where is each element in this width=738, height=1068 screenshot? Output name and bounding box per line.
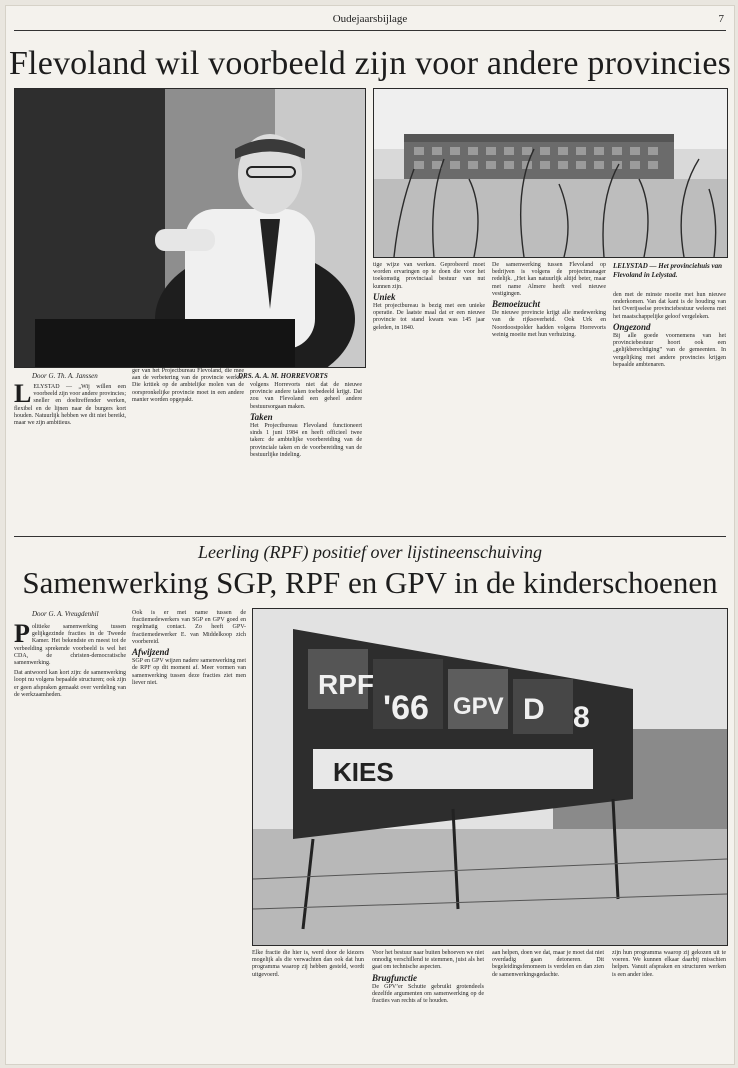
photo2-caption: LELYSTAD — Het provinciehuis van Flevoland in Lelystad.: [613, 262, 723, 279]
photo1-caption: DRS. A. A. M. HORREVORTS: [238, 372, 328, 380]
billboard-text-66: '66: [383, 689, 429, 727]
newspaper-page: [6, 6, 734, 1064]
photo-provinciehuis: [373, 88, 728, 258]
dropcap: L: [14, 379, 32, 408]
article1-col4b-text: Het projectbureau is bezig met een unieke operatie. De laatste maal dat er een nieuwe provincie tot stand kwam was 145 jaar geleden, in 1840.: [373, 303, 485, 331]
subhead-afwijzend: Afwijzend: [132, 647, 170, 658]
article2-col6-text: zijn hun programma waarop zij gekozen uit te voeren. We kunnen elkaar daarbij misschien helpen. Vanuit afspraken en structuren werken is een ander idee.: [612, 950, 726, 978]
article2-col3-text: Elke fractie die hier is, werd door de kiezers mogelijk als die verwachten dan ook dat hun programma waarop zij hebben gesteld, wordt uitgevoerd.: [252, 950, 364, 978]
article-divider: [14, 536, 726, 537]
article2-column-2: [132, 610, 246, 1054]
article1-col3b-text: Het Projectbureau Flevoland functioneert sinds 1 juni 1984 en heeft officieel twee taken: de ambtelijke voorbereiding van de provinciale taken en de voorbereiding van de bestuurlijke indeling.: [250, 423, 362, 458]
header-rule: [14, 30, 726, 31]
subhead-taken: Taken: [250, 411, 273, 422]
article2-column-5: [492, 950, 604, 1054]
billboard-text-rpf: RPF: [318, 669, 374, 700]
article1-column-5: [492, 262, 606, 528]
subhead-ongezond: Ongezond: [613, 321, 651, 332]
article2-col4b-text: De GPV’er Schutte gebruikt grotendeels dezelfde argumenten om samenwerking op de fracties van rechts af te houden.: [372, 983, 484, 1005]
article2-col1b-text: Dat antwoord kan kort zijn: de samenwerking loopt nu volgens bepaalde structuren; ook zijn er geen afspraken gemaakt over verdeling van de werkzaamheden.: [14, 670, 126, 698]
photo-election-billboards: [252, 608, 728, 946]
article2-col4-text: Voor het bestuur naar buiten behoeven we niet onnodig verschillend te stemmen, juist als het gaat om technische aspecten.: [372, 950, 484, 971]
billboard-text-8: 8: [573, 701, 590, 734]
article2-byline: Door G. A. Vreugdenhil: [32, 610, 99, 618]
article2-col2-text: Ook is er met name tussen de fractiemedewerkers van SGP en GPV goed en regelmatig contact. Zo heeft GPV-fractiemedewerker E. van Middelkoop zich voorbereid.: [132, 610, 246, 645]
article1-col4-text: tige wijze van werken. Geprobeerd moet worden ervaringen op te doen die voor het toekomstig provinciaal bestuur van nut kunnen zijn.: [373, 262, 485, 290]
dropcap-2: P: [14, 619, 30, 648]
page-number: 7: [718, 13, 724, 25]
billboard-illustration: [253, 609, 727, 945]
article1-col3-text: volgens Horrevorts niet dat de nieuwe provincie andere taken toebedeeld krijgt. Dat zou van Flevoland een geheel andere bestuursorgaan maken.: [250, 382, 362, 410]
article2-col5-text: aan helpen, doen we dat, maar je moet dat niet overdadig gaan detoneren. Dit begeleidingsfenomeen is verdelen en dan zien de samenwerkingsgedachte.: [492, 950, 604, 978]
portrait-illustration: [15, 89, 365, 367]
article1-headline: Flevoland wil voorbeeld zijn voor andere provincies: [8, 45, 732, 82]
article1-col5b-text: De nieuwe provincie krijgt alle medewerking van de rijksoverheid. Ook Urk en Noordoostpolder hadden volgens Horrevorts weinig moeite met hun verhuizing.: [492, 310, 606, 338]
article1-col6-text: den met de minste moeite met hun nieuwe onderkomen. Van dat kant is de houding van het Overijsselse provinciebestuur weleens met het maatschappelijke geloof vergeleken.: [613, 292, 726, 320]
article2-column-6: [612, 950, 726, 1054]
subhead-bemoeizucht: Bemoeizucht: [492, 299, 541, 310]
article1-column-3: [250, 382, 362, 528]
page-header: [6, 6, 734, 36]
article2-kicker: Leerling (RPF) positief over lijstineenschuiving: [198, 542, 542, 562]
article2-column-4: [372, 950, 484, 1054]
article1-col6b-text: Bij alle goede voornemens van het provinciebestuur hoort ook een „gelijkberechtiging” van de gemeenten. In vergelijking met andere provincies krijgen bepaalde ambtenaren.: [613, 333, 726, 368]
article1-byline: Door G. Th. A. Janssen: [32, 372, 98, 380]
article2-column-1: [14, 619, 126, 1054]
article1-column-1: [14, 379, 126, 528]
article1-lead: ELYSTAD — „Wij willen een voorbeeld zijn voor andere provincies; sneller en doeltreffender werken, flexibel en de lijnen naar de burgers kort houden. Natuurlijk hebben we dit niet bereikt, maar we zijn ambitieus.: [14, 384, 126, 427]
section-title: Oudejaarsbijlage: [332, 13, 408, 25]
article2-col2b-text: SGP en GPV wijzen nadere samenwerking met de RPF op dit moment af. Meer vormen van samenwerking tussen deze fracties ziet men liever niet.: [132, 658, 246, 686]
article2-column-3: [252, 950, 364, 1054]
billboard-text-kies: KIES: [333, 757, 394, 787]
article1-column-6: [613, 292, 726, 528]
photo-horrevorts: [14, 88, 366, 368]
billboard-text-d: D: [523, 693, 545, 726]
article1-col5-text: De samenwerking tussen Flevoland op bedrijven is volgens de projectmanager redelijk. „Het kan natuurlijk altijd beter, maar met name Almere heeft veel nieuwe vestigingen.: [492, 262, 606, 297]
billboard-text-gpv: GPV: [453, 693, 504, 720]
article2-headline: Samenwerking SGP, RPF en GPV in de kinderschoenen: [22, 565, 718, 600]
article1-column-4: [373, 262, 485, 528]
subhead-uniek: Uniek: [373, 291, 396, 302]
article1-column-2: [132, 368, 244, 528]
article2-lead: olitieke samenwerking tussen gelijkgezinde fracties in de Tweede Kamer. Het bekendste en meest tot de verbeelding sprekende voorbeeld is wel het CDA, de christen-democratische samenwerking.: [14, 624, 126, 667]
building-illustration: [374, 89, 727, 257]
article1-col2-text: ger van het Projectbureau Flevoland, die mee aan de verbetering van de provincie werkte. Die kritiek op de ambtelijke molen van de oorspronkelijke provincie moet in een andere manier worden opgepakt.: [132, 368, 244, 403]
subhead-brugfunctie: Brugfunctie: [372, 972, 418, 983]
